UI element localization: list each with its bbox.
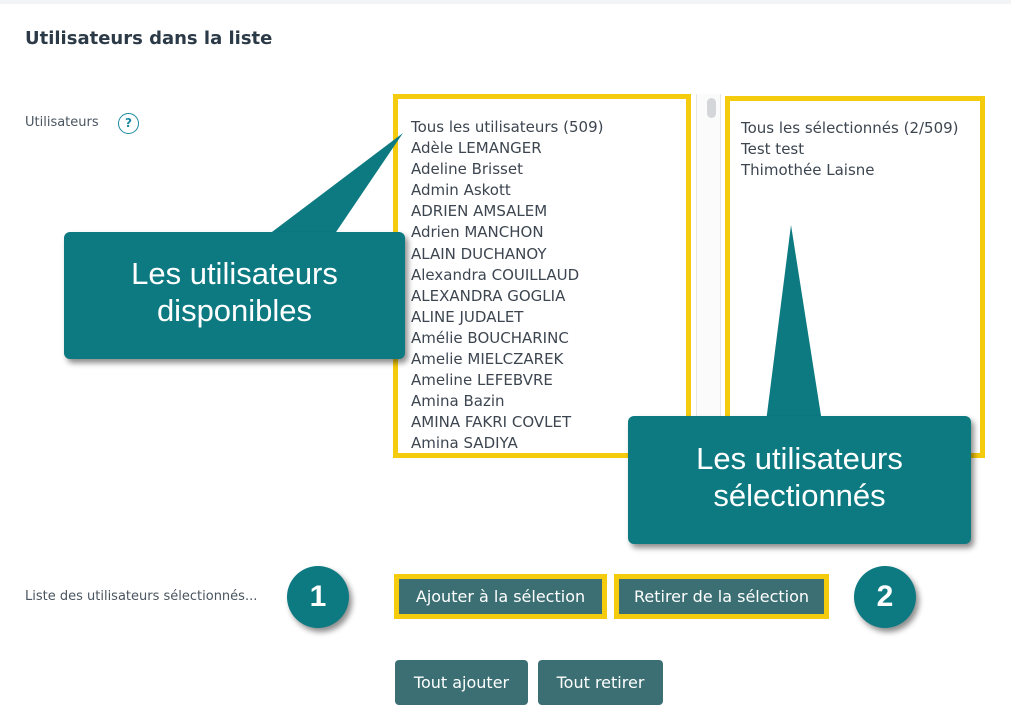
list-item[interactable]: Tous les utilisateurs (509) <box>411 118 604 136</box>
callout-selected-line2: sélectionnés <box>713 478 886 513</box>
callout-available-users <box>64 232 405 359</box>
users-field-label: Utilisateurs <box>25 115 99 130</box>
selected-users-label: Liste des utilisateurs sélectionnés... <box>25 589 258 604</box>
list-item[interactable]: ADRIEN AMSALEM <box>411 202 548 221</box>
step-badge-1: 1 <box>287 566 349 628</box>
list-item[interactable]: Adeline Brisset <box>411 160 523 179</box>
add-to-selection-button[interactable]: Ajouter à la sélection <box>394 574 607 619</box>
list-item[interactable]: Alexandra COUILLAUD <box>411 265 580 284</box>
list-item[interactable]: Admin Askott <box>411 181 511 200</box>
list-item[interactable]: Test test <box>741 140 805 159</box>
list-item[interactable]: Tous les sélectionnés (2/509) <box>741 119 959 137</box>
list-item[interactable]: Amina Bazin <box>411 392 505 411</box>
callout-selected-line1: Les utilisateurs <box>696 441 903 476</box>
callout-available-line1: Les utilisateurs <box>131 256 338 291</box>
list-item[interactable]: Ameline LEFEBVRE <box>411 371 553 390</box>
remove-from-selection-button[interactable]: Retirer de la sélection <box>614 574 829 619</box>
list-item[interactable]: Amélie BOUCHARINC <box>411 328 569 347</box>
step-badge-2: 2 <box>854 566 916 628</box>
list-item[interactable]: Adrien MANCHON <box>411 223 544 242</box>
list-item[interactable]: ALAIN DUCHANOY <box>411 244 547 263</box>
list-item[interactable]: ALEXANDRA GOGLIA <box>411 286 566 305</box>
remove-all-button[interactable]: Tout retirer <box>538 660 663 705</box>
list-item[interactable]: Thimothée Laisne <box>741 161 875 180</box>
list-item[interactable]: ALINE JUDALET <box>411 307 524 326</box>
list-item[interactable]: Adèle LEMANGER <box>411 139 542 158</box>
list-item[interactable]: Amelie MIELCZAREK <box>411 350 564 369</box>
add-all-button[interactable]: Tout ajouter <box>395 660 528 705</box>
list-item[interactable]: Amina SADIYA <box>411 434 518 453</box>
help-icon[interactable]: ? <box>118 113 139 134</box>
callout-selected-users <box>628 416 971 544</box>
list-item[interactable]: AMINA FAKRI COVLET <box>411 413 572 432</box>
section-title: Utilisateurs dans la liste <box>25 28 273 49</box>
callout-available-line2: disponibles <box>156 293 313 328</box>
